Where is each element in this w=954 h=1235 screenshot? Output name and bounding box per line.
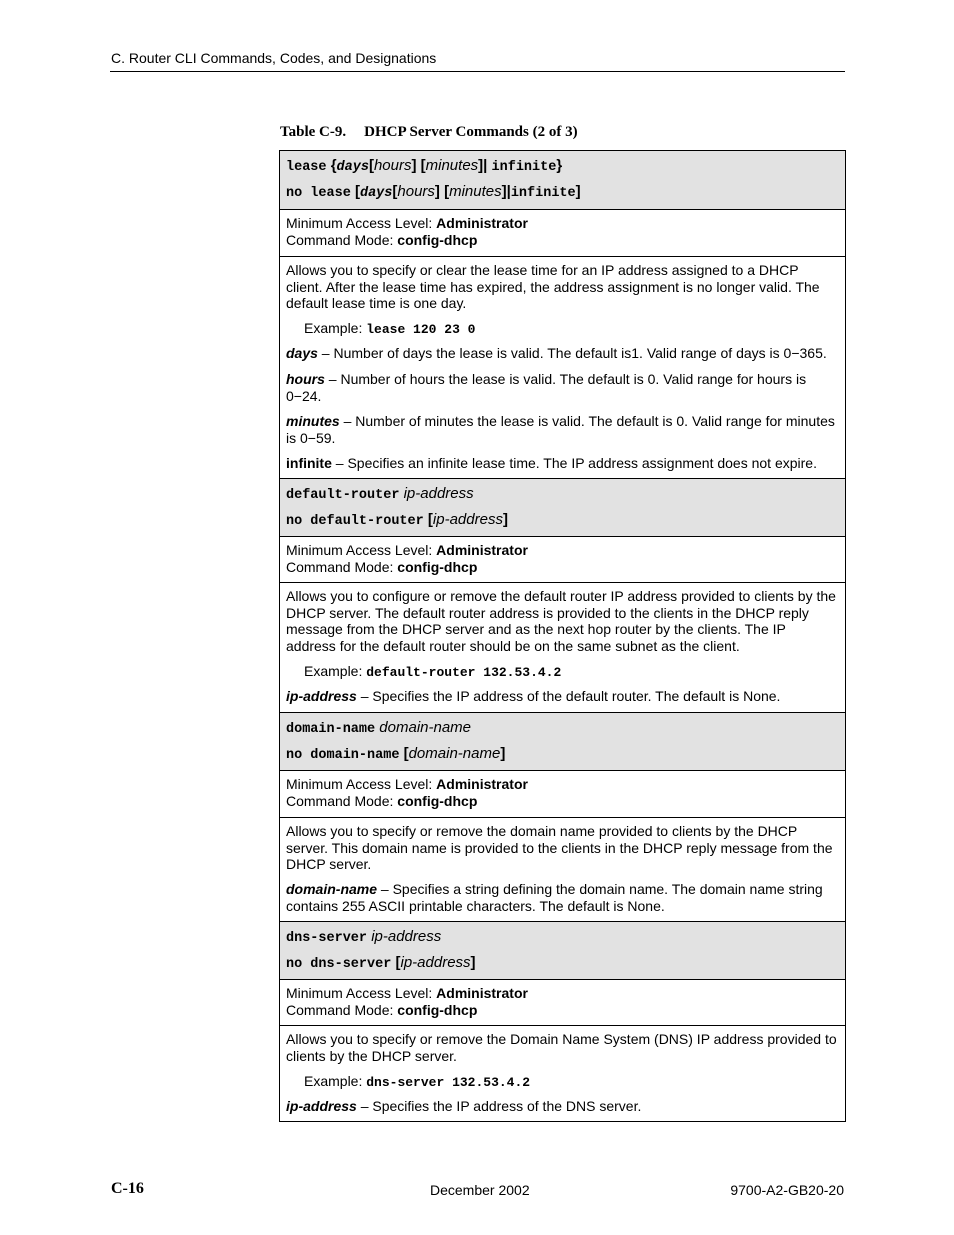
- lease-syntax-row: [280, 151, 845, 209]
- domain-description-row: [280, 817, 845, 921]
- lease-syntax: lease {days[hours] [minutes]| infinite}: [286, 157, 563, 175]
- table-title: DHCP Server Commands (2 of 3): [364, 124, 578, 140]
- table-caption: [280, 124, 578, 141]
- router-example: Example: default-router 132.53.4.2: [304, 663, 562, 680]
- table-number: Table C-9.: [280, 124, 347, 140]
- lease-example: Example: lease 120 23 0: [304, 320, 476, 337]
- lease-days-param: days – Number of days the lease is valid. The default is1. Valid range of days is 0−365.: [286, 345, 827, 361]
- dns-description: Allows you to specify or remove the Domain Name System (DNS) IP address provided to clients by the DHCP server.: [286, 1031, 837, 1064]
- router-description: Allows you to configure or remove the default router IP address provided to clients by the DHCP server. The default router address is provided to the clients in the DHCP reply message from the DHCP server and as the next hop router by the clients. The IP address for the default router should be on the same subnet as the client.: [286, 588, 836, 654]
- no-dns-syntax: no dns-server [ip-address]: [286, 954, 476, 972]
- lease-description-row: [280, 256, 845, 478]
- lease-infinite-param: infinite – Specifies an infinite lease time. The IP address assignment does not expire.: [286, 455, 817, 471]
- domain-syntax: domain-name domain-name: [286, 719, 472, 737]
- lease-minutes-param: minutes – Number of minutes the lease is valid. The default is 0. Valid range for minutes is 0−59.: [286, 413, 835, 446]
- router-description-row: [280, 582, 845, 712]
- dns-syntax: dns-server ip-address: [286, 928, 442, 946]
- no-lease-syntax: no lease [days[hours] [minutes]|infinite]: [286, 183, 581, 201]
- domain-name-param: domain-name – Specifies a string defining the domain name. The domain name string contains 255 ASCII printable characters. The default is None.: [286, 881, 823, 914]
- router-ip-param: ip-address – Specifies the IP address of the default router. The default is None.: [286, 688, 781, 704]
- dns-syntax-row: [280, 921, 845, 979]
- running-header: C. Router CLI Commands, Codes, and Designations: [111, 50, 437, 66]
- domain-syntax-row: [280, 712, 845, 770]
- no-router-syntax: no default-router [ip-address]: [286, 511, 508, 529]
- dns-example: Example: dns-server 132.53.4.2: [304, 1073, 531, 1090]
- doc-number: 9700-A2-GB20-20: [730, 1182, 844, 1198]
- dns-access-row: Minimum Access Level: Administrator Command Mode: config-dhcp: [280, 979, 845, 1025]
- dhcp-commands-table: [279, 150, 846, 1122]
- dns-ip-param: ip-address – Specifies the IP address of the DNS server.: [286, 1098, 642, 1114]
- dns-description-row: [280, 1025, 845, 1121]
- router-access-row: Minimum Access Level: Administrator Command Mode: config-dhcp: [280, 536, 845, 582]
- lease-access-row: Minimum Access Level: Administrator Command Mode: config-dhcp: [280, 209, 845, 256]
- no-domain-syntax: no domain-name [domain-name]: [286, 745, 506, 763]
- domain-description: Allows you to specify or remove the domain name provided to clients by the DHCP server. This domain name is provided to the clients in the DHCP reply message from the DHCP server.: [286, 823, 833, 872]
- domain-access-row: Minimum Access Level: Administrator Command Mode: config-dhcp: [280, 770, 845, 817]
- lease-hours-param: hours – Number of hours the lease is valid. The default is 0. Valid range for hours is 0−24.: [286, 371, 807, 404]
- router-syntax: default-router ip-address: [286, 485, 474, 503]
- header-rule: [110, 71, 845, 72]
- router-syntax-row: [280, 478, 845, 536]
- lease-description: Allows you to specify or clear the lease time for an IP address assigned to a DHCP client. After the lease time has expired, the address assignment is no longer valid. The default lease time is one day.: [286, 262, 820, 311]
- page-number: C-16: [111, 1180, 144, 1197]
- footer-date: December 2002: [430, 1182, 530, 1198]
